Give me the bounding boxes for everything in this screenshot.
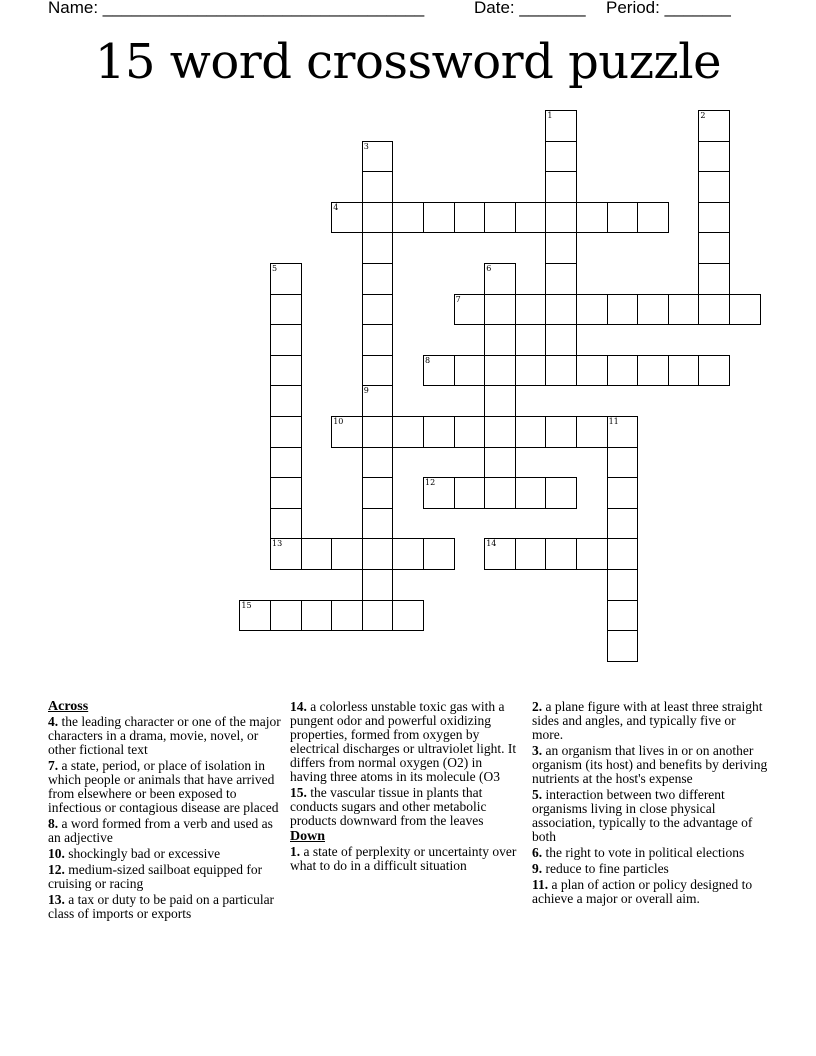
grid-cell[interactable] <box>515 202 547 234</box>
grid-cell[interactable] <box>331 600 363 632</box>
clue-number: 12 <box>425 478 436 488</box>
clue-number: 2 <box>700 111 706 120</box>
name-field[interactable]: Name: __________________________________ <box>48 0 425 17</box>
date-field[interactable]: Date: _______ <box>474 0 586 17</box>
grid-cell[interactable] <box>545 538 577 570</box>
clue-number: 10. <box>48 846 65 861</box>
grid-cell[interactable] <box>545 202 577 234</box>
across-clue-list <box>48 715 284 921</box>
clue-item <box>48 847 284 861</box>
clue-text: a plan of action or policy designed to achieve a major or overall aim. <box>532 877 753 906</box>
clue-number: 3 <box>363 141 369 151</box>
grid-cell[interactable] <box>484 202 516 234</box>
clue-item <box>532 744 768 786</box>
clue-number: 12. <box>48 862 65 877</box>
grid-cell[interactable] <box>484 263 516 295</box>
clue-number: 6. <box>532 845 543 860</box>
grid-cell[interactable] <box>515 416 547 448</box>
grid-cell[interactable] <box>698 202 730 234</box>
clue-number: 14. <box>290 699 307 714</box>
clue-item <box>532 700 768 742</box>
grid-cell[interactable] <box>545 324 577 356</box>
grid-cell[interactable] <box>362 447 394 479</box>
grid-cell[interactable] <box>607 447 639 479</box>
grid-cell[interactable] <box>270 538 302 570</box>
grid-cell[interactable] <box>362 477 394 509</box>
grid-cell[interactable] <box>698 263 730 295</box>
grid-cell[interactable] <box>637 355 669 387</box>
grid-cell[interactable] <box>362 538 394 570</box>
grid-cell[interactable] <box>484 447 516 479</box>
clue-number: 8. <box>48 816 59 831</box>
clue-number: 5 <box>272 264 278 273</box>
grid-cell[interactable] <box>362 232 394 264</box>
grid-cell[interactable] <box>698 232 730 264</box>
clue-text: the leading character or one of the major characters in a drama, movie, novel, or other fictional text <box>48 714 281 757</box>
clue-text: the right to vote in political elections <box>542 845 745 860</box>
grid-cell[interactable] <box>515 538 547 570</box>
grid-cell[interactable] <box>698 294 730 326</box>
grid-cell[interactable] <box>362 569 394 601</box>
grid-cell[interactable] <box>270 447 302 479</box>
grid-cell[interactable] <box>270 385 302 417</box>
grid-cell[interactable] <box>270 355 302 387</box>
grid-cell[interactable] <box>362 508 394 540</box>
grid-cell[interactable] <box>515 294 547 326</box>
clue-number: 3. <box>532 743 543 758</box>
grid-cell[interactable] <box>729 294 761 326</box>
grid-cell[interactable] <box>545 416 577 448</box>
grid-cell[interactable] <box>576 294 608 326</box>
grid-cell[interactable] <box>454 416 486 448</box>
clue-number: 4 <box>333 202 339 212</box>
grid-cell[interactable] <box>637 202 669 234</box>
grid-cell[interactable] <box>545 110 577 142</box>
clue-number: 2. <box>532 699 543 714</box>
grid-cell[interactable] <box>454 355 486 387</box>
down-heading: Down <box>290 829 326 844</box>
grid-cell[interactable] <box>270 294 302 326</box>
grid-cell[interactable] <box>423 202 455 234</box>
grid-cell[interactable] <box>515 355 547 387</box>
clues-column-2 <box>290 700 522 875</box>
grid-cell[interactable] <box>362 600 394 632</box>
clue-number: 7. <box>48 758 59 773</box>
clue-number: 1. <box>290 844 301 859</box>
clue-item <box>532 878 768 906</box>
clue-text: a tax or duty to be paid on a particular class of imports or exports <box>48 892 275 921</box>
grid-cell[interactable] <box>423 538 455 570</box>
grid-cell[interactable] <box>362 294 394 326</box>
grid-cell[interactable] <box>698 355 730 387</box>
grid-cell[interactable] <box>545 171 577 203</box>
grid-cell[interactable] <box>545 232 577 264</box>
clue-number: 6 <box>486 264 492 273</box>
grid-cell[interactable] <box>607 600 639 632</box>
grid-cell[interactable] <box>270 477 302 509</box>
grid-cell[interactable] <box>423 355 455 387</box>
grid-cell[interactable] <box>392 416 424 448</box>
grid-cell[interactable] <box>331 416 363 448</box>
clue-number: 11 <box>608 417 619 426</box>
clue-item <box>48 715 284 757</box>
clue-item <box>290 700 522 784</box>
grid-cell[interactable] <box>454 477 486 509</box>
clue-text: a plane figure with at least three straight sides and angles, and typically five or more. <box>532 699 763 742</box>
clue-item <box>532 862 768 876</box>
grid-cell[interactable] <box>545 294 577 326</box>
clue-number: 11. <box>532 877 549 892</box>
grid-cell[interactable] <box>545 263 577 295</box>
down-clue-list-cont <box>532 700 768 906</box>
clue-number: 5. <box>532 787 543 802</box>
clue-item <box>532 788 768 844</box>
grid-cell[interactable] <box>698 110 730 142</box>
grid-cell[interactable] <box>484 294 516 326</box>
grid-cell[interactable] <box>454 294 486 326</box>
grid-cell[interactable] <box>362 141 394 173</box>
grid-cell[interactable] <box>362 324 394 356</box>
grid-cell[interactable] <box>545 141 577 173</box>
across-clue-list-cont <box>290 700 522 828</box>
clue-text: the vascular tissue in plants that conducts sugars and other metabolic products downward from the leaves <box>290 785 487 828</box>
grid-cell[interactable] <box>576 202 608 234</box>
clue-item <box>48 759 284 815</box>
clue-number: 10 <box>333 417 344 426</box>
grid-cell[interactable] <box>545 477 577 509</box>
clue-number: 9. <box>532 861 543 876</box>
grid-cell[interactable] <box>392 600 424 632</box>
grid-cell[interactable] <box>698 171 730 203</box>
grid-cell[interactable] <box>576 355 608 387</box>
grid-cell[interactable] <box>301 538 333 570</box>
grid-cell[interactable] <box>637 294 669 326</box>
clue-number: 15 <box>241 600 252 610</box>
clue-number: 14 <box>486 539 497 549</box>
grid-cell[interactable] <box>607 508 639 540</box>
grid-cell[interactable] <box>331 202 363 234</box>
clue-text: a word formed from a verb and used as an adjective <box>48 816 273 845</box>
clue-item <box>290 786 522 828</box>
grid-cell[interactable] <box>515 477 547 509</box>
grid-cell[interactable] <box>576 538 608 570</box>
grid-cell[interactable] <box>484 477 516 509</box>
clue-number: 1 <box>547 111 553 120</box>
clues-column-3 <box>532 700 768 908</box>
clue-item <box>48 863 284 891</box>
grid-cell[interactable] <box>545 355 577 387</box>
grid-cell[interactable] <box>484 385 516 417</box>
clue-number: 13. <box>48 892 65 907</box>
clue-text: a state, period, or place of isolation in which people or animals that have arrived from elsewhere or been exposed to infectious or contagious disease are placed <box>48 758 279 815</box>
clue-text: interaction between two different organisms living in close physical association, typically to the advantage of both <box>532 787 753 844</box>
grid-cell[interactable] <box>301 600 333 632</box>
grid-cell[interactable] <box>362 355 394 387</box>
clue-text: a colorless unstable toxic gas with a pungent odor and powerful oxidizing properties, formed from oxygen by electrical discharges or ultraviolet light. It differs from normal oxygen (O2) in having three atoms in its molecule (O3 <box>290 699 517 784</box>
clue-text: an organism that lives in or on another organism (its host) and benefits by deriving nutrients at the host's expense <box>532 743 768 786</box>
clue-text: reduce to fine particles <box>542 861 669 876</box>
period-field[interactable]: Period: _______ <box>606 0 731 17</box>
clue-text: a state of perplexity or uncertainty over what to do in a difficult situation <box>290 844 517 873</box>
clue-item <box>48 893 284 921</box>
grid-cell[interactable] <box>484 416 516 448</box>
grid-cell[interactable] <box>454 202 486 234</box>
grid-cell[interactable] <box>270 263 302 295</box>
grid-cell[interactable] <box>607 538 639 570</box>
clue-number: 15. <box>290 785 307 800</box>
grid-cell[interactable] <box>392 202 424 234</box>
grid-cell[interactable] <box>362 263 394 295</box>
grid-cell[interactable] <box>270 508 302 540</box>
clue-item <box>532 846 768 860</box>
across-heading: Across <box>48 699 89 714</box>
grid-cell[interactable] <box>392 538 424 570</box>
clue-number: 13 <box>272 539 283 549</box>
grid-cell[interactable] <box>270 416 302 448</box>
grid-cell[interactable] <box>668 294 700 326</box>
grid-cell[interactable] <box>270 600 302 632</box>
grid-cell[interactable] <box>362 416 394 448</box>
grid-cell[interactable] <box>607 202 639 234</box>
clue-item <box>290 845 522 873</box>
grid-cell[interactable] <box>668 355 700 387</box>
down-clue-list <box>290 845 522 873</box>
clue-number: 9 <box>363 386 369 396</box>
grid-cell[interactable] <box>607 477 639 509</box>
grid-cell[interactable] <box>362 385 394 417</box>
clue-text: medium-sized sailboat equipped for cruising or racing <box>48 862 263 891</box>
grid-cell[interactable] <box>607 569 639 601</box>
grid-cell[interactable] <box>607 294 639 326</box>
grid-cell[interactable] <box>576 416 608 448</box>
grid-cell[interactable] <box>607 355 639 387</box>
clue-number: 8 <box>425 355 431 365</box>
clue-number: 7 <box>455 294 461 304</box>
grid-cell[interactable] <box>607 630 639 662</box>
grid-cell[interactable] <box>362 171 394 203</box>
grid-cell[interactable] <box>362 202 394 234</box>
grid-cell[interactable] <box>698 141 730 173</box>
grid-cell[interactable] <box>423 416 455 448</box>
grid-cell[interactable] <box>484 538 516 570</box>
grid-cell[interactable] <box>239 600 271 632</box>
clue-text: shockingly bad or excessive <box>64 846 221 861</box>
grid-cell[interactable] <box>484 355 516 387</box>
clue-number: 4. <box>48 714 59 729</box>
clues-column-1 <box>48 700 284 923</box>
puzzle-title: 15 word crossword puzzle <box>94 34 722 90</box>
grid-cell[interactable] <box>484 324 516 356</box>
clue-item <box>48 817 284 845</box>
grid-cell[interactable] <box>331 538 363 570</box>
grid-cell[interactable] <box>607 416 639 448</box>
grid-cell[interactable] <box>270 324 302 356</box>
grid-cell[interactable] <box>423 477 455 509</box>
